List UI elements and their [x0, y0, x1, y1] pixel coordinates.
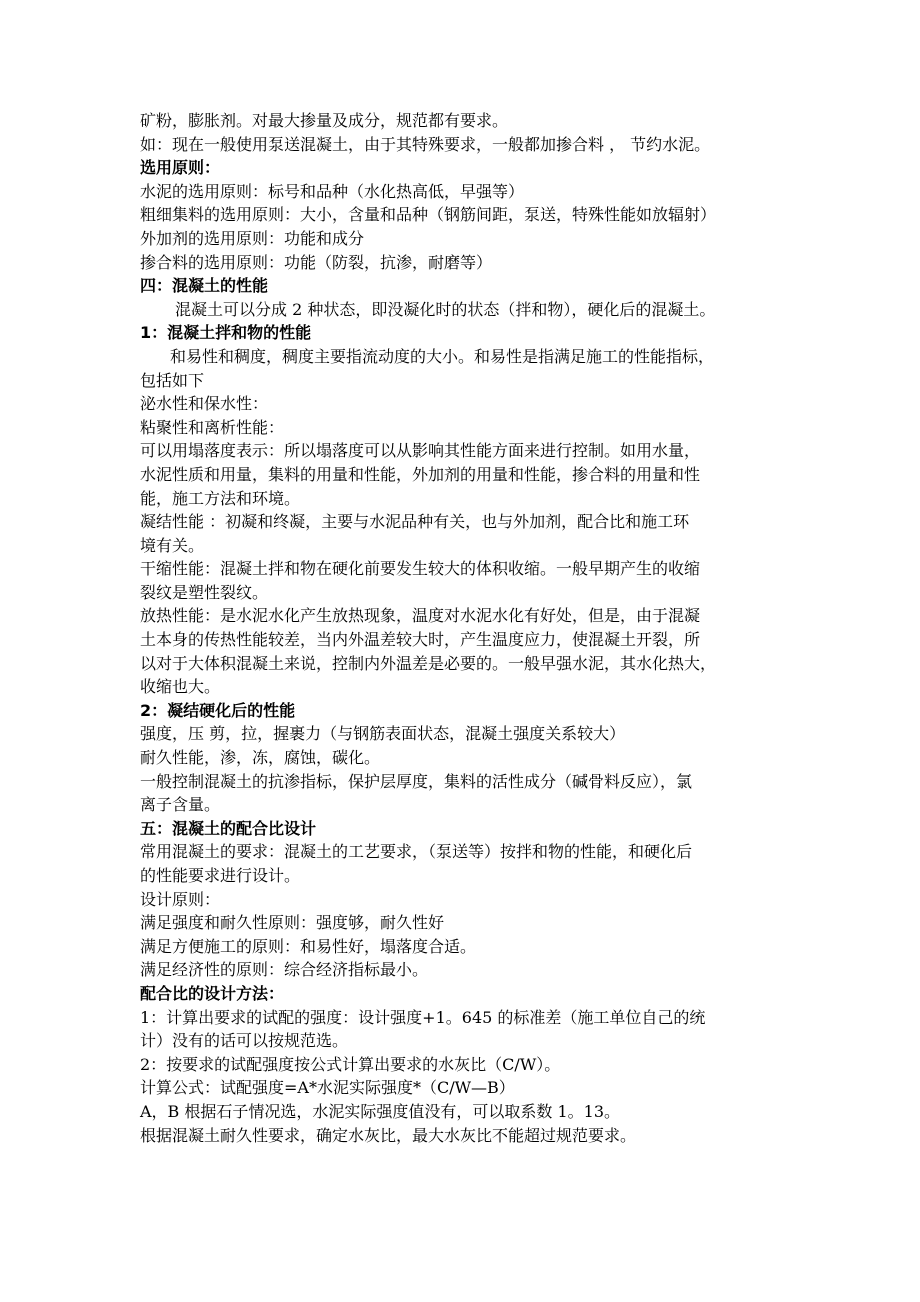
text-line: 2：按要求的试配强度按公式计算出要求的水灰比（C/W）。	[140, 1054, 561, 1074]
text-line: 外加剂的选用原则：功能和成分	[140, 228, 365, 248]
text-line: 根据混凝土耐久性要求，确定水灰比，最大水灰比不能超过规范要求。	[140, 1125, 637, 1145]
text-line: 满足经济性的原则：综合经济指标最小。	[140, 960, 429, 980]
text-line: 水泥的选用原则：标号和品种（水化热高低，早强等）	[140, 181, 525, 201]
text-line: 粗细集料的选用原则：大小，含量和品种（钢筋间距，泵送，特殊性能如放辐射）	[140, 205, 717, 225]
text-line: 离子含量。	[140, 795, 221, 815]
text-line: 可以用塌落度表示：所以塌落度可以从影响其性能方面来进行控制。如用水量，	[140, 441, 701, 461]
text-line: 境有关。	[140, 535, 205, 555]
text-line: 的性能要求进行设计。	[140, 866, 301, 885]
text-line: 掺合料的选用原则：功能（防裂，抗渗，耐磨等）	[140, 252, 493, 272]
text-line: 凝结性能 ：初凝和终凝，主要与水泥品种有关，也与外加剂，配合比和施工环	[140, 512, 690, 532]
text-line: 以对于大体积混凝土来说，控制内外温差是必要的。一般早强水泥，其水化热大，	[140, 653, 717, 673]
text-line: 能，施工方法和环境。	[140, 488, 301, 508]
text-line: 设计原则：	[140, 889, 221, 909]
text-line: 强度，压 剪，拉，握裹力（与钢筋表面状态，混凝土强度关系较大）	[140, 724, 626, 744]
text-line: 包括如下	[140, 370, 205, 390]
section-heading: 2：凝结硬化后的性能	[140, 700, 296, 720]
text-line: A，B 根据石子情况选，水泥实际强度值没有，可以取系数 1。13。	[140, 1101, 621, 1121]
text-line: 混凝土可以分成 2 种状态，即没凝化时的状态（拌和物），硬化后的混凝土。	[175, 299, 716, 319]
text-line: 计算公式：试配强度=A*水泥实际强度*（C/W—B）	[140, 1078, 515, 1098]
text-line: 常用混凝土的要求：混凝土的工艺要求，（泵送等）按拌和物的性能，和硬化后	[140, 842, 693, 862]
text-line: 粘聚性和离析性能：	[140, 417, 285, 437]
text-line: 和易性和稠度，稠度主要指流动度的大小。和易性是指满足施工的性能指标，	[170, 346, 715, 366]
text-line: 收缩也大。	[140, 677, 221, 697]
section-heading: 选用原则：	[140, 158, 221, 178]
section-heading: 配合比的设计方法：	[140, 983, 285, 1003]
section-heading: 四：混凝土的性能	[140, 276, 269, 296]
text-line: 水泥性质和用量，集料的用量和性能，外加剂的用量和性能，掺合料的用量和性	[140, 464, 701, 484]
text-line: 土本身的传热性能较差，当内外温差较大时，产生温度应力，使混凝土开裂，所	[140, 630, 701, 650]
text-line: 矿粉，膨胀剂。对最大掺量及成分，规范都有要求。	[140, 111, 509, 130]
document-page	[140, 109, 790, 1147]
text-line: 裂纹是塑性裂纹。	[140, 582, 269, 602]
text-line: 满足方便施工的原则：和易性好，塌落度合适。	[140, 936, 477, 956]
text-line: 1：计算出要求的试配的强度：设计强度+1。645 的标准差（施工单位自己的统	[140, 1007, 706, 1027]
text-line: 满足强度和耐久性原则：强度够，耐久性好	[140, 913, 445, 933]
text-line: 泌水性和保水性：	[140, 394, 269, 414]
text-line: 耐久性能，渗，冻，腐蚀，碳化。	[140, 748, 381, 768]
text-line: 如：现在一般使用泵送混凝土，由于其特殊要求，一般都加掺合料 ， 节约水泥。	[140, 134, 711, 154]
text-line: 计）没有的话可以按规范选。	[140, 1031, 349, 1051]
text-line: 干缩性能：混凝土拌和物在硬化前要发生较大的体积收缩。一般早期产生的收缩	[140, 559, 701, 579]
section-heading: 五：混凝土的配合比设计	[140, 818, 317, 838]
section-heading: 1：混凝土拌和物的性能	[140, 323, 312, 343]
text-line: 放热性能：是水泥水化产生放热现象，温度对水泥水化有好处，但是，由于混凝	[140, 606, 701, 626]
text-line: 一般控制混凝土的抗渗指标，保护层厚度，集料的活性成分（碱骨料反应），氯	[140, 771, 693, 791]
